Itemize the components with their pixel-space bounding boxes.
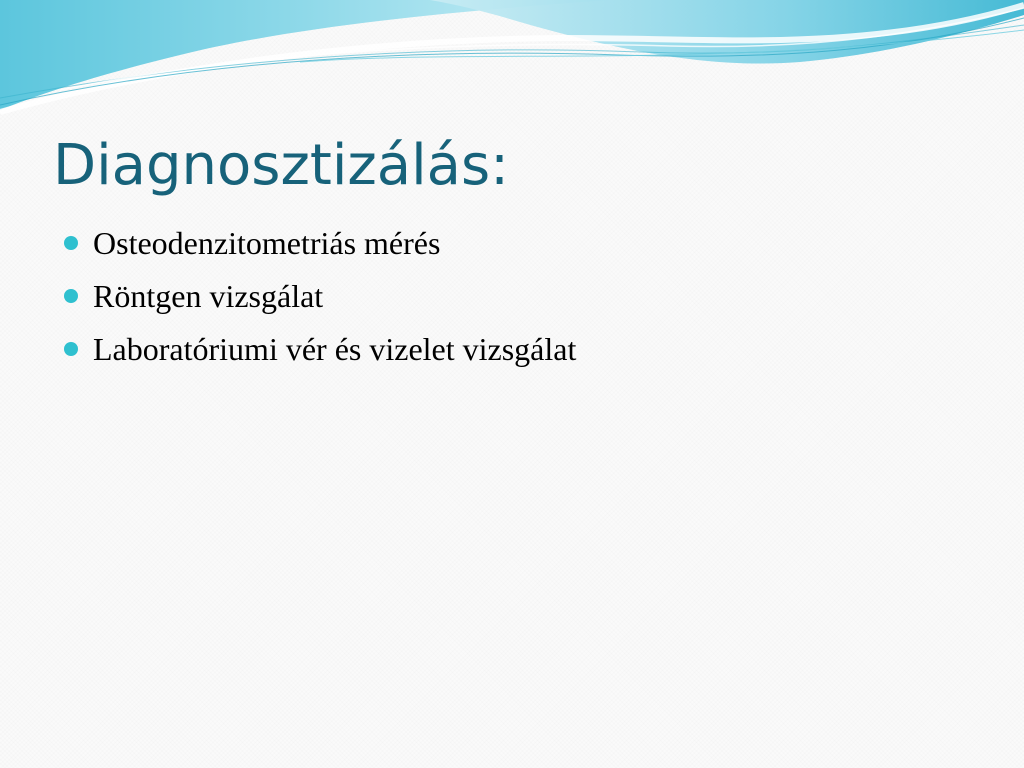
list-item	[64, 220, 576, 273]
decorative-wave-header	[0, 0, 1024, 130]
bullet-text: Osteodenzitometriás mérés	[93, 225, 441, 261]
bullet-dot-icon	[64, 342, 78, 356]
bullet-text: Röntgen vizsgálat	[93, 278, 324, 314]
slide-title: Diagnosztizálás:	[53, 133, 510, 198]
bullet-dot-icon	[64, 236, 78, 250]
bullet-dot-icon	[64, 289, 78, 303]
bullet-list	[64, 220, 576, 379]
bullet-text: Laboratóriumi vér és vizelet vizsgálat	[93, 331, 577, 367]
list-item	[64, 326, 576, 379]
list-item	[64, 273, 576, 326]
